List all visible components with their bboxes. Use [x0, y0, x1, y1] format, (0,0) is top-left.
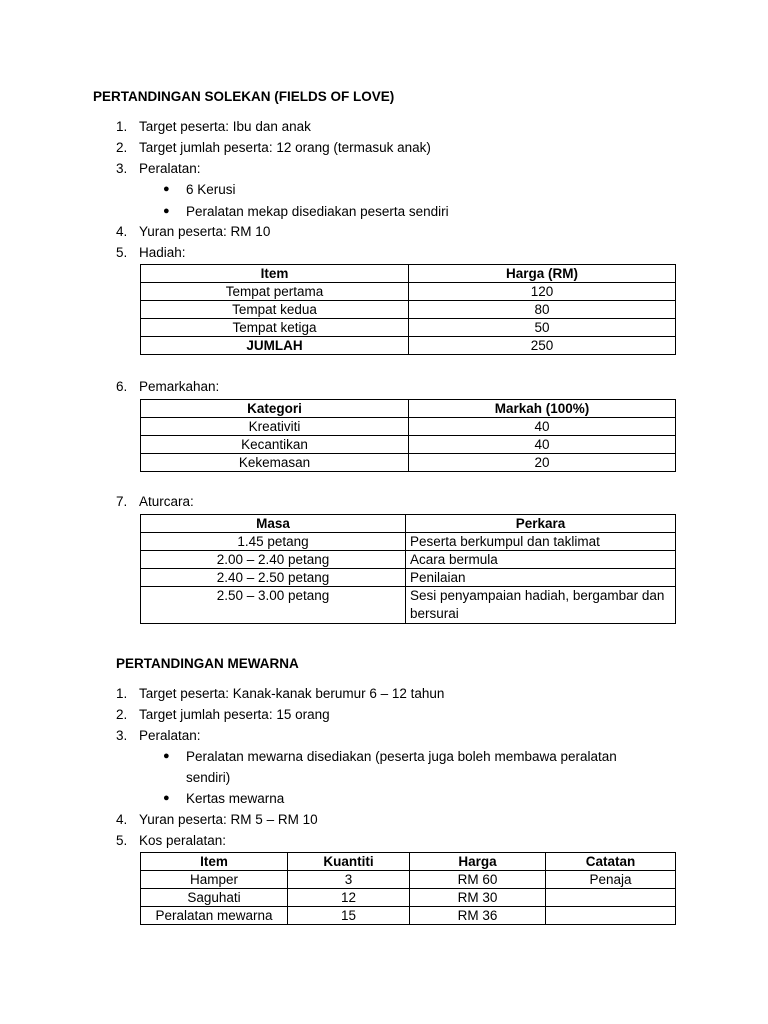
bullet-item: 6 Kerusi — [186, 182, 236, 197]
table-cell: Tempat ketiga — [141, 319, 409, 337]
table-cell: 20 — [409, 454, 676, 472]
marking-table — [140, 399, 676, 472]
list-item: Yuran peserta: RM 10 — [139, 224, 271, 239]
list-number: 3. — [116, 728, 128, 743]
table-cell: Sesi penyampaian hadiah, bergambar dan bersurai — [406, 587, 676, 624]
table-cell: Tempat pertama — [141, 283, 409, 301]
table-cell: Peserta berkumpul dan taklimat — [406, 533, 676, 551]
list-item: Hadiah: — [139, 245, 186, 260]
column-header: Harga — [410, 853, 546, 871]
table-cell: Penaja — [546, 871, 676, 889]
table-cell: 50 — [409, 319, 676, 337]
table-header-row — [141, 400, 676, 418]
bullet-item-continuation: sendiri) — [186, 770, 231, 785]
bullet-icon: ● — [163, 750, 170, 762]
table-cell: RM 30 — [410, 889, 546, 907]
list-number: 5. — [116, 833, 128, 848]
table-cell: 80 — [409, 301, 676, 319]
table-cell: 12 — [288, 889, 410, 907]
table-row — [141, 301, 676, 319]
table-row — [141, 889, 676, 907]
table-row — [141, 533, 676, 551]
list-item: Pemarkahan: — [139, 379, 220, 394]
list-item: Target jumlah peserta: 15 orang — [139, 707, 330, 722]
table-row — [141, 907, 676, 925]
table-cell: Kreativiti — [141, 418, 409, 436]
list-item: Target peserta: Kanak-kanak berumur 6 – 12 tahun — [139, 686, 445, 701]
prize-table — [140, 264, 676, 355]
bullet-item: Peralatan mewarna disediakan (peserta juga boleh membawa peralatan — [186, 749, 617, 764]
column-header: Kategori — [141, 400, 409, 418]
table-total-row — [141, 337, 676, 355]
bullet-icon: ● — [163, 792, 170, 804]
bullet-icon: ● — [163, 183, 170, 195]
table-row — [141, 319, 676, 337]
table-cell: 2.40 – 2.50 petang — [141, 569, 406, 587]
table-row — [141, 418, 676, 436]
column-header: Kuantiti — [288, 853, 410, 871]
table-row — [141, 454, 676, 472]
table-row — [141, 551, 676, 569]
table-cell: Penilaian — [406, 569, 676, 587]
list-item: Peralatan: — [139, 161, 201, 176]
column-header: Harga (RM) — [409, 265, 676, 283]
table-row — [141, 283, 676, 301]
list-number: 5. — [116, 245, 128, 260]
list-number: 2. — [116, 140, 128, 155]
column-header: Perkara — [406, 515, 676, 533]
table-cell: Hamper — [141, 871, 288, 889]
schedule-table — [140, 514, 676, 624]
table-cell: Peralatan mewarna — [141, 907, 288, 925]
bullet-icon: ● — [163, 205, 170, 217]
table-cell: 1.45 petang — [141, 533, 406, 551]
table-row — [141, 569, 676, 587]
list-item: Target jumlah peserta: 12 orang (termasuk anak) — [139, 140, 431, 155]
column-header: Item — [141, 265, 409, 283]
table-row — [141, 587, 676, 624]
column-header: Masa — [141, 515, 406, 533]
column-header: Item — [141, 853, 288, 871]
column-header: Markah (100%) — [409, 400, 676, 418]
table-header-row — [141, 515, 676, 533]
table-cell — [546, 907, 676, 925]
section1-title: PERTANDINGAN SOLEKAN (FIELDS OF LOVE) — [93, 89, 395, 104]
table-row — [141, 871, 676, 889]
list-number: 1. — [116, 686, 128, 701]
table-cell: 120 — [409, 283, 676, 301]
table-cell — [546, 889, 676, 907]
table-cell: 2.50 – 3.00 petang — [141, 587, 406, 624]
table-cell: Acara bermula — [406, 551, 676, 569]
list-item: Yuran peserta: RM 5 – RM 10 — [139, 812, 318, 827]
table-cell: 15 — [288, 907, 410, 925]
list-item: Kos peralatan: — [139, 833, 227, 848]
list-number: 3. — [116, 161, 128, 176]
table-cell: 40 — [409, 436, 676, 454]
table-header-row — [141, 265, 676, 283]
table-cell: 2.00 – 2.40 petang — [141, 551, 406, 569]
list-number: 6. — [116, 379, 128, 394]
table-cell: JUMLAH — [141, 337, 409, 355]
list-item: Peralatan: — [139, 728, 201, 743]
table-cell: Kecantikan — [141, 436, 409, 454]
table-cell: Kekemasan — [141, 454, 409, 472]
table-cell: 40 — [409, 418, 676, 436]
bullet-item: Kertas mewarna — [186, 791, 285, 806]
table-cell: RM 36 — [410, 907, 546, 925]
table-cell: Saguhati — [141, 889, 288, 907]
table-row — [141, 436, 676, 454]
section2-title: PERTANDINGAN MEWARNA — [116, 656, 299, 671]
list-number: 2. — [116, 707, 128, 722]
list-number: 7. — [116, 494, 128, 509]
list-item: Target peserta: Ibu dan anak — [139, 119, 311, 134]
table-cell: RM 60 — [410, 871, 546, 889]
table-cell: Tempat kedua — [141, 301, 409, 319]
cost-table — [140, 852, 676, 925]
list-number: 4. — [116, 812, 128, 827]
bullet-item: Peralatan mekap disediakan peserta sendiri — [186, 204, 449, 219]
table-cell: 3 — [288, 871, 410, 889]
list-item: Aturcara: — [139, 494, 194, 509]
list-number: 1. — [116, 119, 128, 134]
table-header-row — [141, 853, 676, 871]
list-number: 4. — [116, 224, 128, 239]
table-cell: 250 — [409, 337, 676, 355]
column-header: Catatan — [546, 853, 676, 871]
